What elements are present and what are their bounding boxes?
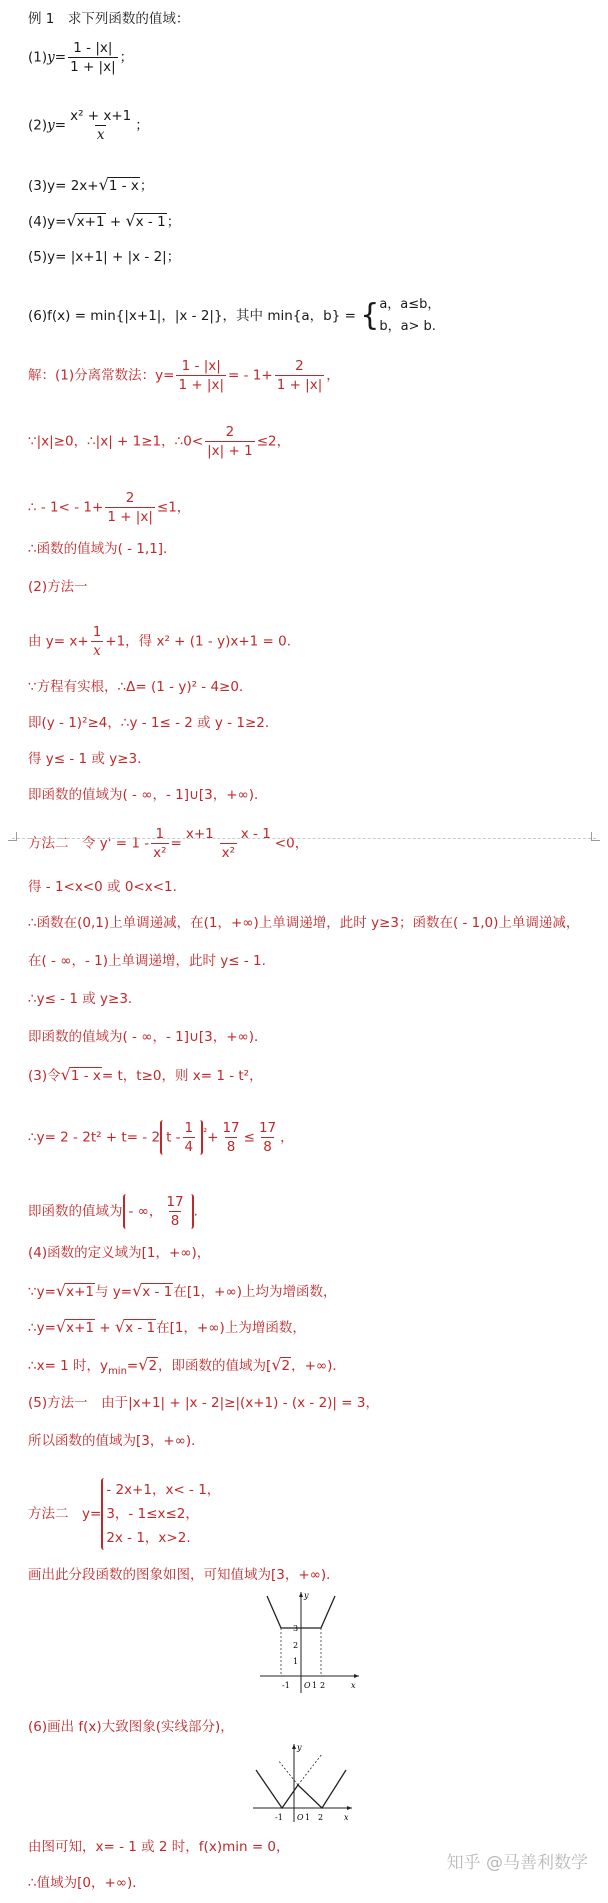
solution-5-method-2: 方法二 y= - 2x+1，x< - 1， 3，- 1≤x≤2， 2x - 1，x>2. [28,1478,224,1550]
question-6: (6)f(x) = min{|x+1|，|x - 2|}，其中 min{a，b} = { a，a≤b， b，a> b. [28,297,441,334]
tick-label: 3 [293,1624,299,1633]
solution-6-line-3: ∴值域为[0，+∞)． [28,1875,146,1891]
solution-1-line-2: ∵|x|≥0，∴|x| + 1≥1，∴0< $\frac{2}{|x| + 1}$ ≤2， [28,424,291,459]
axis-label: x [344,1813,349,1822]
fraction: $\frac{1 - |x|}{1 + |x|}$ [70,40,116,75]
tick-label: 1 [305,1813,311,1822]
tick-label: 2 [320,1681,326,1690]
solution-1-line-1: 解：(1)分离常数法：y= $\frac{1 - |x|}{1 + |x|}$ = - 1+ $\frac{2}{1 + |x|}$ ， [28,358,340,393]
question-3: (3)y= 2x+√1 - x； [28,175,154,194]
tick-label: O [304,1681,311,1690]
solution-4-line-2: ∵y=√x+1与 y=√x - 1在[1，+∞)上均为增函数， [28,1281,337,1300]
tick-label: -1 [275,1813,283,1822]
tick-label: 2 [318,1813,324,1822]
tick-label: 1 [312,1681,318,1690]
tick-label: 1 [293,1657,299,1666]
solution-2-line-4: 得 y≤ - 1 或 y≥3. [28,751,142,767]
solution-2-method-2: 方法二 令 y' = 1 - $\frac{1}{\text{x²}}$ = $\frac{x+1 x - 1}{\text{x²}}$ <0， [28,826,309,861]
solution-2-line-5: 即函数的值域为( - ∞，- 1]∪[3，+∞)． [28,787,268,803]
page-corner-mark [8,832,17,841]
solution-2-line-2: ∵方程有实根，∴Δ= (1 - y)² - 4≥0. [28,679,244,695]
solution-3-line-1: (3)令√1 - x= t，t≥0，则 x= 1 - t²， [28,1065,263,1084]
solution-2-line-6: 得 - 1<x<0 或 0<x<1. [28,879,177,895]
question-1: (1)y= $\frac{1 - |x|}{1 + |x|}$ ； [28,40,134,75]
solution-1-line-3: ∴ - 1< - 1+ $\frac{2}{1 + |x|}$ ≤1， [28,490,191,525]
solution-2-line-8: 在( - ∞，- 1)上单调递增，此时 y≤ - 1. [28,953,266,969]
solution-2-line-3: 即(y - 1)²≥4，∴y - 1≤ - 2 或 y - 1≥2. [28,715,270,731]
question-2: (2)y= $\frac{\text{x² + x+1}}{x}$ ； [28,108,149,143]
tick-label: O [297,1813,304,1822]
solution-6-line-1: (6)画出 f(x)大致图象(实线部分)， [28,1719,234,1735]
solution-4-line-1: (4)函数的定义域为[1，+∞)， [28,1245,211,1261]
solution-2-line-10: 即函数的值域为( - ∞，- 1]∪[3，+∞)． [28,1029,268,1045]
solution-5-line-3: 画出此分段函数的图象如图，可知值域为[3，+∞)． [28,1567,340,1583]
solution-2-line-7: ∴函数在(0,1)上单调递减，在(1，+∞)上单调递增，此时 y≥3；函数在( - 1,0)上单调递减， [28,915,580,931]
solution-4-line-4: ∴x= 1 时，$y_{min}=√2$，即函数的值域为[√2，+∞)． [28,1355,346,1377]
question-5: (5)y= |x+1| + |x - 2|； [28,249,181,265]
solution-5-line-1: (5)方法一 由于|x+1| + |x - 2|≥|(x+1) - (x - 2)| = 3， [28,1395,379,1411]
page-corner-mark [591,832,600,841]
axis-label: x [351,1681,356,1690]
solution-3-line-3: 即函数的值域为 - ∞， $\frac{17}{8}$ . [28,1194,198,1229]
solution-1-line-4: ∴函数的值域为( - 1,1]． [28,541,177,557]
solution-3-line-2: ∴y= 2 - 2t² + t= - 2 t - $\frac{1}{4}$ $^{^2}$+ $\frac{17}{8}$ ≤ $\frac{17}{8}$ ， [28,1120,294,1155]
solution-5-line-2: 所以函数的值域为[3，+∞)． [28,1433,205,1449]
problem-title: 例 1 求下列函数的值域： [28,11,190,27]
tick-label: -1 [282,1681,290,1690]
watermark: 知乎 @马善利数学 [446,1853,588,1873]
min-function-graph [248,1740,358,1825]
page-divider [12,838,596,839]
tick-label: 2 [293,1641,299,1650]
axis-label: y [304,1591,309,1600]
question-4: (4)y=√x+1 + √x - 1； [28,211,181,230]
fraction: $\frac{\text{x² + x+1}}{x}$ [70,108,132,143]
solution-6-line-2: 由图可知，x= - 1 或 2 时，f(x)min = 0， [28,1839,290,1855]
solution-4-line-3: ∴y=√x+1 + √x - 1在[1，+∞)上为增函数， [28,1317,306,1336]
solution-2-method-1: (2)方法一 [28,579,88,595]
piecewise-function-graph [255,1588,365,1698]
solution-2-line-1: 由 y= x+ $\frac{1}{x}$ +1，得 x² + (1 - y)x+1 = 0. [28,624,291,659]
axis-label: y [297,1743,302,1752]
solution-2-line-9: ∴y≤ - 1 或 y≥3. [28,991,133,1007]
